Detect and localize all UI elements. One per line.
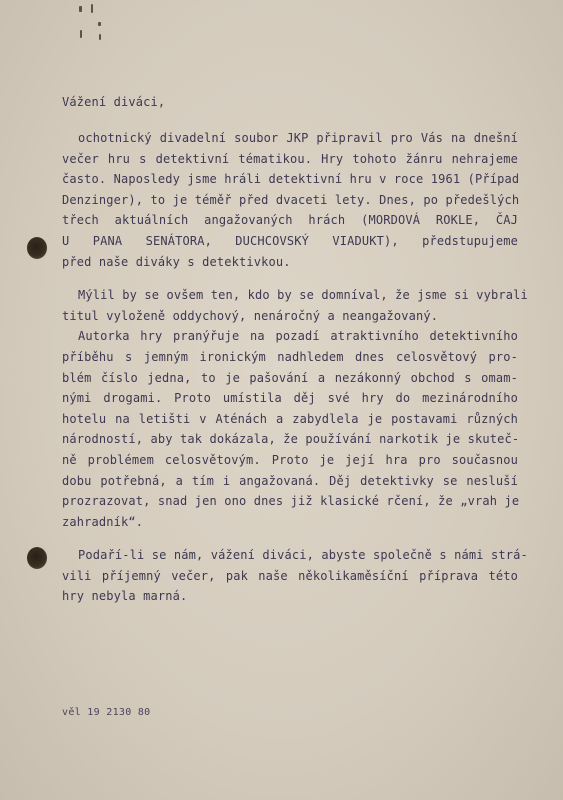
paragraph-3 xyxy=(62,545,528,607)
text-line: vili příjemný večer, pak naše několikaměsíční příprava této xyxy=(62,568,518,583)
text-line: Autorka hry pranýřuje na pozadí atraktivního detektivního xyxy=(78,329,518,344)
ink-mark xyxy=(91,4,93,13)
paragraph-2 xyxy=(62,285,528,532)
text-line: příběhu s jemným ironickým nadhledem dnes celosvětový pro- xyxy=(62,349,518,364)
text-line: často. Naposledy jsme hráli detektivní hru v roce 1961 (Případ xyxy=(62,172,520,187)
text-line: Podaří-li se nám, vážení diváci, abyste společně s námi strá- xyxy=(78,548,528,563)
text-line: Mýlil by se ovšem ten, kdo by se domníval, že jsme si vybrali xyxy=(78,288,528,303)
text-line: Denzinger), to je téměř před dvaceti lety. Dnes, po předešlých xyxy=(62,192,520,207)
text-line: večer hru s detektivní tématikou. Hry tohoto žánru nehrajeme xyxy=(62,151,518,166)
text-line: prozrazovat, snad jen ono dnes již klasické rčení, že „vrah je xyxy=(62,494,520,509)
text-line: před naše diváky s detektivkou. xyxy=(62,254,291,269)
text-line: U PANA SENÁTORA, DUCHCOVSKÝ VIADUKT), předstupujeme xyxy=(62,233,518,248)
punch-hole-bottom xyxy=(27,547,47,569)
text-line: titul vyloženě oddychový, nenáročný a neangažovaný. xyxy=(62,308,439,323)
text-line: ochotnický divadelní soubor JKP připravil pro Vás na dnešní xyxy=(78,131,518,145)
letter-body xyxy=(62,92,528,620)
text-line: zahradník“. xyxy=(62,514,144,529)
ink-mark xyxy=(79,6,82,12)
text-line: ně problémem celosvětovým. Proto je její hra pro současnou xyxy=(62,452,518,467)
ink-mark xyxy=(80,30,82,38)
text-line: nými drogami. Proto umístila děj své hry do mezinárodního xyxy=(62,391,518,406)
print-code: věl 19 2130 80 xyxy=(62,707,151,718)
greeting: Vážení diváci, xyxy=(62,95,166,109)
paragraph-1 xyxy=(62,128,518,272)
text-line: hotelu na letišti v Aténách a zabydlela je postavami různých xyxy=(62,411,518,426)
ink-mark xyxy=(99,34,101,40)
text-line: hry nebyla marná. xyxy=(62,589,188,604)
punch-hole-top xyxy=(27,237,47,259)
text-line: národností, aby tak dokázala, že používání narkotik je skuteč- xyxy=(62,432,520,447)
ink-mark xyxy=(98,22,101,26)
text-line: blém číslo jedna, to je pašování a nezákonný obchod s omam- xyxy=(62,370,518,385)
text-line: dobu potřebná, a tím i angažovaná. Děj detektivky se nesluší xyxy=(62,473,518,488)
text-line: třech aktuálních angažovaných hrách (MORDOVÁ ROKLE, ČAJ xyxy=(62,213,518,228)
